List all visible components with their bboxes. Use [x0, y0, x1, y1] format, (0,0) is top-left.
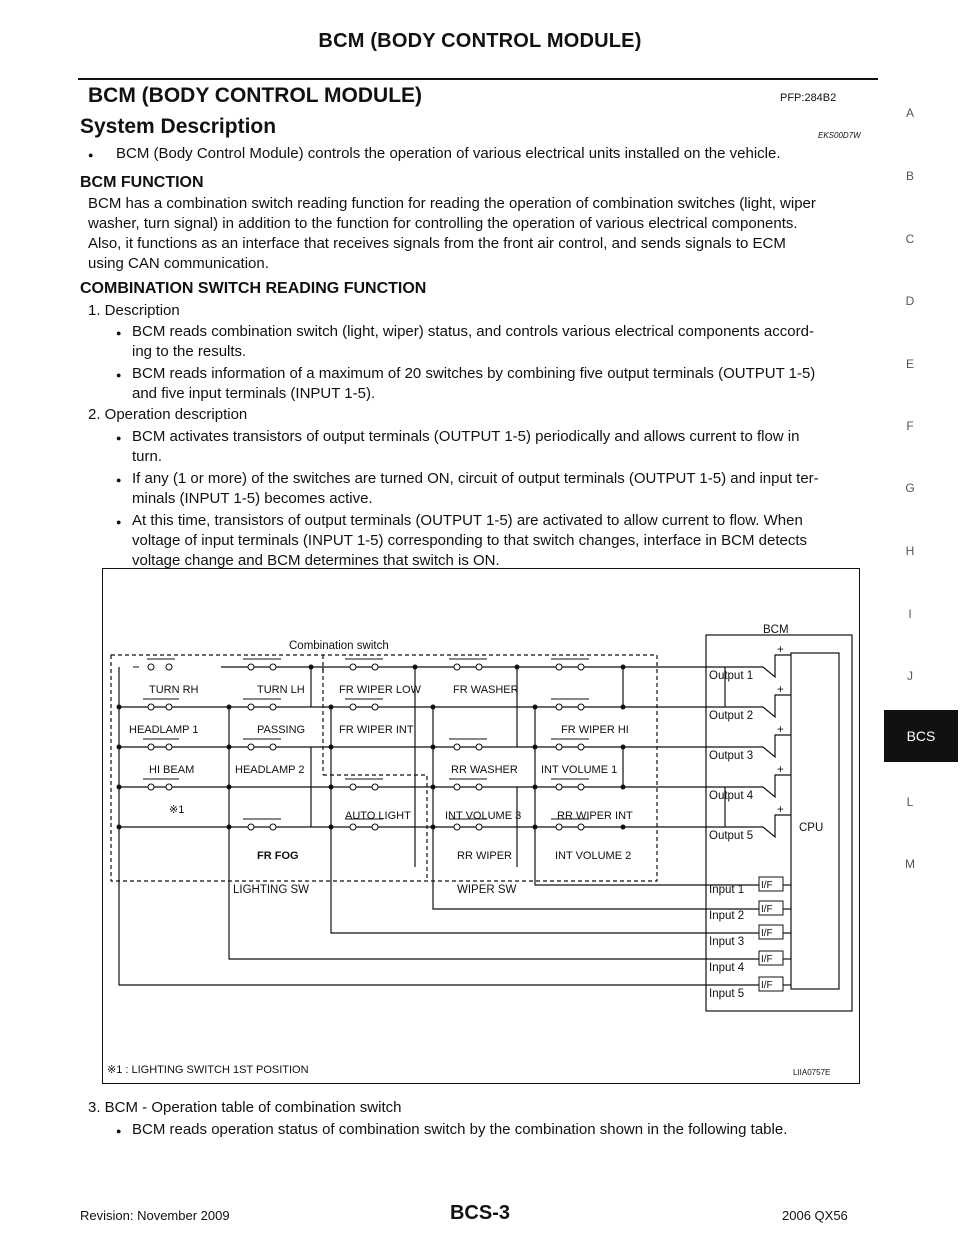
item-2-bullet-1-line-1: BCM activates transistors of output terminals (OUTPUT 1-5) periodically and allows current to flow in	[132, 428, 800, 445]
main-heading-code: PFP:284B2	[780, 92, 837, 104]
item-2-bullet-3-line-3: voltage change and BCM determines that switch is ON.	[132, 552, 500, 569]
section-heading: System Description	[80, 115, 277, 138]
if-label: I/F	[761, 904, 773, 915]
input-3-label: Input 3	[709, 936, 745, 948]
sidebar-tab-bcs[interactable]: BCS	[884, 710, 958, 762]
bcm-function-line-4: using CAN communication.	[88, 255, 269, 272]
switch-label-rr-washer: RR WASHER	[451, 764, 518, 776]
output-1-label: Output 1	[709, 670, 754, 682]
sidebar-letter-f[interactable]: F	[906, 419, 914, 433]
switch-label-fr-fog: FR FOG	[257, 850, 299, 862]
sidebar-letter-b[interactable]: B	[905, 169, 914, 183]
plus-sign: +	[777, 724, 784, 736]
switch-label-fr-washer: FR WASHER	[453, 684, 519, 696]
input-4-label: Input 4	[709, 962, 745, 974]
section-heading-code: EKS00D7W	[818, 131, 861, 140]
item-2-bullet-1-line-2: turn.	[132, 448, 163, 465]
item-1-bullet-2-line-1: BCM reads information of a maximum of 20 switches by combining five output terminals (OUTPUT 1-5)	[132, 365, 816, 382]
sidebar-letter-j[interactable]: J	[907, 669, 913, 683]
if-label: I/F	[761, 980, 773, 991]
bullet-icon: ●	[116, 1126, 122, 1136]
wiring-diagram	[102, 568, 860, 1084]
combination-switch-title: COMBINATION SWITCH READING FUNCTION	[80, 280, 427, 297]
footer-page-number: BCS-3	[449, 1202, 510, 1224]
intro-bullet-text: BCM (Body Control Module) controls the operation of various electrical units installed on the vehicle.	[116, 145, 781, 162]
bcm-function-line-3: Also, it functions as an interface that receives signals from the front air control, and sends signals to ECM	[88, 235, 786, 252]
switch-label-fr-wiper-int: FR WIPER INT	[339, 724, 414, 736]
footer-revision: Revision: November 2009	[80, 1208, 230, 1223]
item-3-heading: 3. BCM - Operation table of combination switch	[88, 1099, 402, 1116]
header-rule	[78, 78, 878, 80]
switch-label-fr-wiper-hi: FR WIPER HI	[561, 724, 629, 736]
plus-sign: +	[777, 644, 784, 656]
cpu-box	[791, 653, 839, 989]
sidebar-letter-c[interactable]: C	[905, 232, 915, 246]
item-2-bullet-3-line-1: At this time, transistors of output terminals (OUTPUT 1-5) are activated to allow current to flow. When	[132, 512, 803, 529]
bullet-icon: ●	[116, 328, 122, 338]
input-5-label: Input 5	[709, 988, 745, 1000]
switch-label-turn-lh: TURN LH	[257, 684, 305, 696]
switch-label-turn-rh: TURN RH	[149, 684, 199, 696]
bcm-label: BCM	[763, 624, 789, 636]
output-4-label: Output 4	[709, 790, 754, 802]
sidebar-letter-l[interactable]: L	[906, 795, 914, 809]
lighting-sw-label: LIGHTING SW	[233, 884, 310, 896]
switch-label-int-volume-3: INT VOLUME 3	[445, 810, 522, 822]
main-heading: BCM (BODY CONTROL MODULE)	[88, 84, 423, 107]
switch-label-fr-wiper-low: FR WIPER LOW	[339, 684, 421, 696]
switch-label-rr-wiper: RR WIPER	[457, 850, 512, 862]
combination-switch-label: Combination switch	[289, 640, 389, 652]
sidebar-letter-h[interactable]: H	[905, 544, 915, 558]
item-2-bullet-3-line-2: voltage of input terminals (INPUT 1-5) corresponding to that switch changes, interface in BCM detects	[132, 532, 808, 549]
sidebar-letter-d[interactable]: D	[905, 294, 915, 308]
plus-sign: +	[777, 684, 784, 696]
input-2-label: Input 2	[709, 910, 745, 922]
switch-label-rr-wiper-int: RR WIPER INT	[557, 810, 633, 822]
bullet-icon: ●	[116, 433, 122, 443]
if-label: I/F	[761, 928, 773, 939]
item-1-bullet-2-line-2: and five input terminals (INPUT 1-5).	[132, 385, 376, 402]
bcm-function-title: BCM FUNCTION	[80, 174, 204, 191]
switch-label-note-mark: ※1	[169, 804, 185, 816]
wiper-sw-label: WIPER SW	[457, 884, 517, 896]
switch-label-headlamp-1: HEADLAMP 1	[129, 724, 199, 736]
item-1-bullet-1-line-1: BCM reads combination switch (light, wiper) status, and controls various electrical components accord-	[132, 323, 814, 340]
bullet-icon: ●	[116, 370, 122, 380]
if-label: I/F	[761, 954, 773, 965]
bcm-function-line-2: washer, turn signal) in addition to the function for controlling the operation of various electrical components.	[88, 215, 798, 232]
switch-label-int-volume-2: INT VOLUME 2	[555, 850, 632, 862]
item-2-bullet-2-line-2: minals (INPUT 1-5) becomes active.	[132, 490, 373, 507]
output-3-label: Output 3	[709, 750, 754, 762]
running-title: BCM (BODY CONTROL MODULE)	[318, 30, 642, 52]
sidebar-letter-m[interactable]: M	[905, 857, 915, 871]
bcm-function-line-1: BCM has a combination switch reading function for reading the operation of combination switches (light, wiper	[88, 195, 816, 212]
output-2-label: Output 2	[709, 710, 754, 722]
switch-label-headlamp-2: HEADLAMP 2	[235, 764, 305, 776]
cpu-label: CPU	[799, 822, 824, 834]
input-1-label: Input 1	[709, 884, 745, 896]
if-label: I/F	[761, 880, 773, 891]
sidebar-letter-i[interactable]: I	[908, 607, 912, 621]
diagram-footnote: ※1 : LIGHTING SWITCH 1ST POSITION	[107, 1064, 309, 1076]
item-3-bullet-1: BCM reads operation status of combination switch by the combination shown in the following table.	[132, 1121, 788, 1138]
item-2-bullet-2-line-1: If any (1 or more) of the switches are turned ON, circuit of output terminals (OUTPUT 1-5) and input ter-	[132, 470, 819, 487]
output-5-label: Output 5	[709, 830, 754, 842]
switch-label-hi-beam: HI BEAM	[149, 764, 195, 776]
switch-label-int-volume-1: INT VOLUME 1	[541, 764, 618, 776]
item-1-heading: 1. Description	[88, 302, 180, 319]
footer-model: 2006 QX56	[782, 1208, 848, 1223]
wiring-diagram-svg	[103, 569, 859, 1083]
switch-label-auto-light: AUTO LIGHT	[345, 810, 411, 822]
bullet-icon: ●	[116, 517, 122, 527]
bullet-icon: ●	[116, 475, 122, 485]
figure-code: LIIA0757E	[793, 1068, 831, 1077]
sidebar-letter-a[interactable]: A	[905, 106, 914, 120]
plus-sign: +	[777, 764, 784, 776]
bullet-icon: ●	[88, 150, 94, 160]
plus-sign: +	[777, 804, 784, 816]
item-2-heading: 2. Operation description	[88, 406, 248, 423]
sidebar-letter-g[interactable]: G	[905, 481, 915, 495]
sidebar-letter-e[interactable]: E	[905, 357, 914, 371]
switch-label-passing: PASSING	[257, 724, 306, 736]
item-1-bullet-1-line-2: ing to the results.	[132, 343, 247, 360]
